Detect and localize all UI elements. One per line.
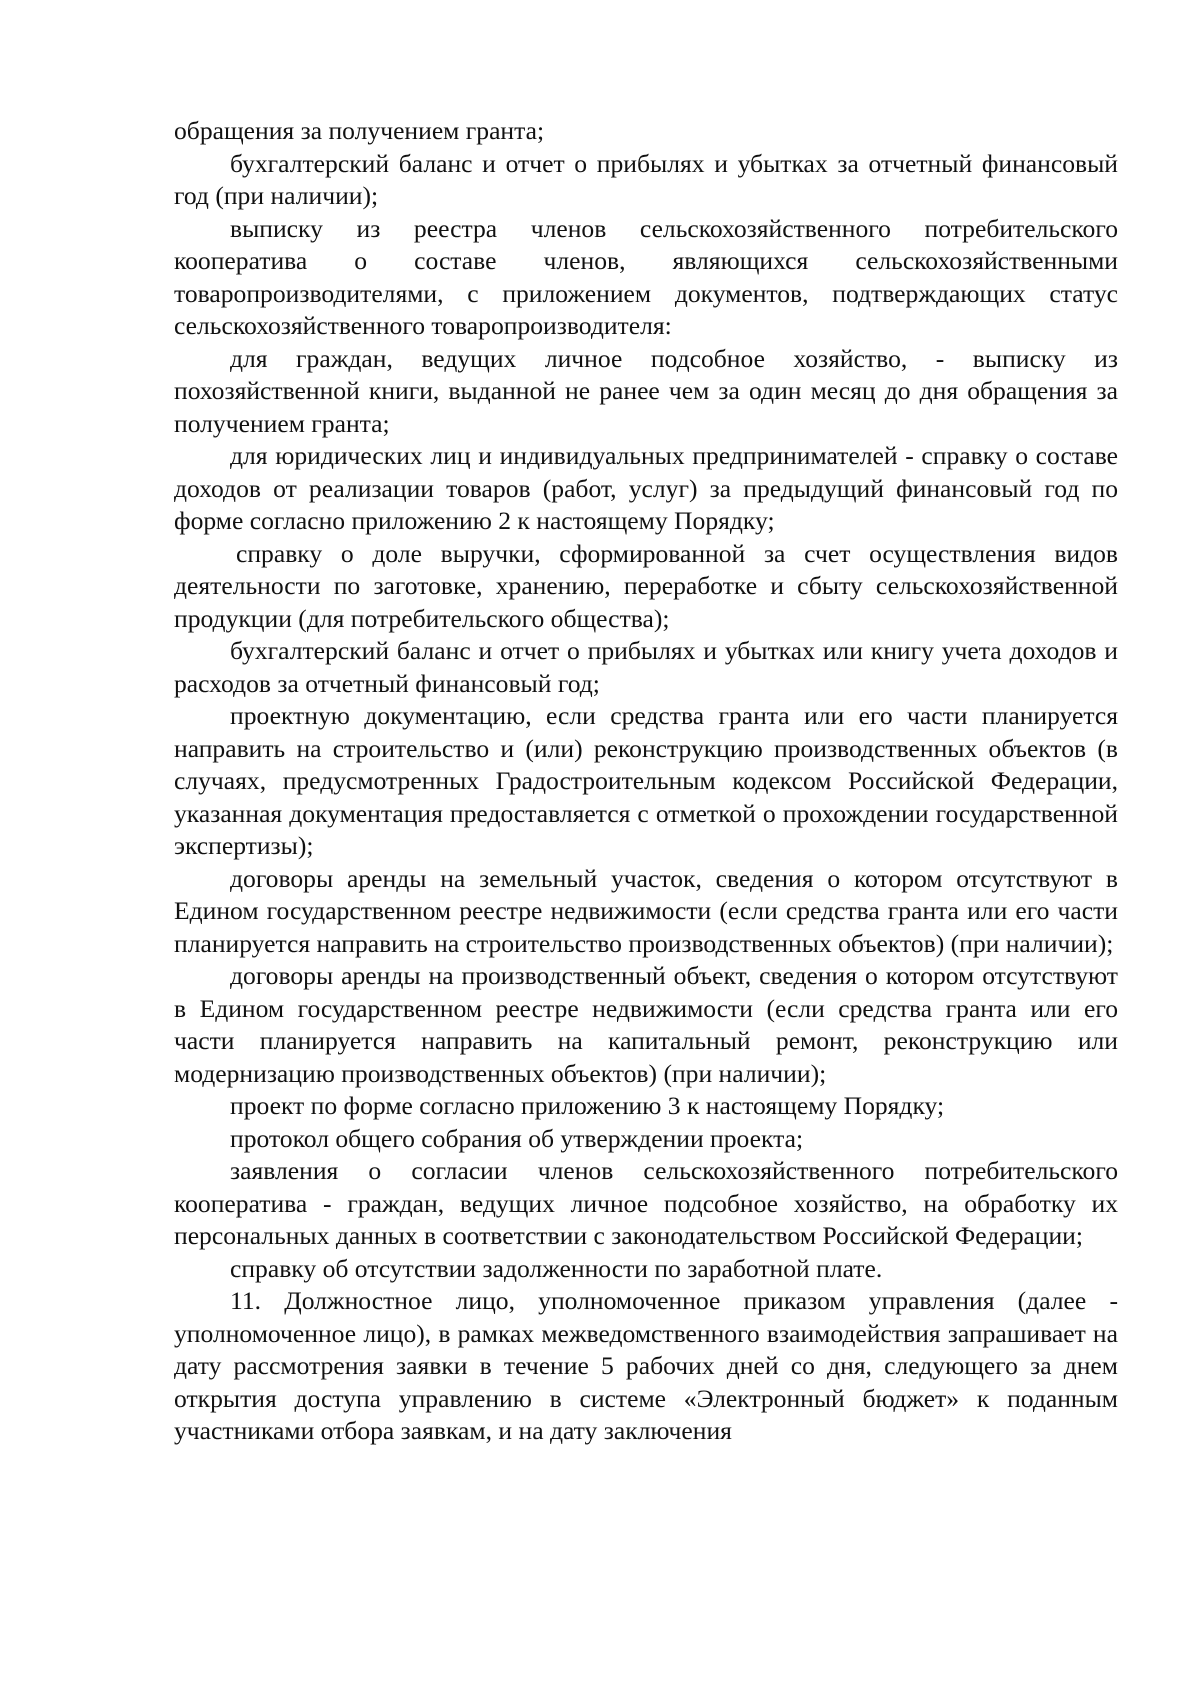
paragraph-consent-statements: заявления о согласии членов сельскохозяйственного потребительского кооператива - граждан, ведущих личное подсобное хозяйство, на обработку их персональных данных в соответствии с законодательством Российской Федерации; [174,1156,1118,1250]
paragraph-balance-sheet: бухгалтерский баланс и отчет о прибылях и убытках за отчетный финансовый год (при наличии); [174,148,1118,210]
paragraph-project-documentation: проектную документацию, если средства гранта или его части планируется направить на строительство и (или) реконструкцию производственных объектов (в случаях, предусмотренных Градостроительным кодексом Российской Федерации, указанная документация предоставляется с отметкой о прохождении государственной экспертизы); [174,701,1118,860]
paragraph-wage-arrears: справку об отсутствии задолженности по заработной плате. [230,1253,883,1283]
paragraph-facility-lease: договоры аренды на производственный объект, сведения о котором отсутствуют в Едином государственном реестре недвижимости (если средства гранта или его части планируется направить на капитальный ремонт, реконструкцию или модернизацию производственных объектов) (при наличии); [174,961,1118,1088]
paragraph-members-register: выписку из реестра членов сельскохозяйственного потребительского кооператива о составе членов, являющихся сельскохозяйственными товаропроизводителями, с приложением документов, подтверждающих статус сельскохозяйственного товаропроизводителя: [174,213,1118,340]
paragraph-meeting-protocol: протокол общего собрания об утверждении проекта; [230,1123,804,1153]
paragraph-project-form: проект по форме согласно приложению 3 к настоящему Порядку; [230,1091,945,1120]
paragraph-accounting-book: бухгалтерский баланс и отчет о прибылях и убытках или книгу учета доходов и расходов за отчетный финансовый год; [174,636,1118,698]
paragraph-household-extract: для граждан, ведущих личное подсобное хозяйство, - выписку из похозяйственной книги, выданной не ранее чем за один месяц до дня обращения за получением гранта; [174,343,1118,438]
paragraph-clause-11: 11. Должностное лицо, уполномоченное приказом управления (далее - уполномоченное лицо), в рамках межведомственного взаимодействия запрашивает на дату рассмотрения заявки в течение 5 рабочих дней со дня, следующего за днем открытия доступа управлению в системе «Электронный бюджет» к поданным участниками отбора заявкам, и на дату заключения [174,1286,1118,1445]
paragraph-land-lease: договоры аренды на земельный участок, сведения о котором отсутствуют в Едином государственном реестре недвижимости (если средства гранта или его части планируется направить на строительство производственных объектов) (при наличии); [174,863,1118,958]
document-body [174,115,1118,1448]
paragraph-continuation: обращения за получением гранта; [174,116,545,145]
paragraph-income-certificate: для юридических лиц и индивидуальных предпринимателей - справку о составе доходов от реализации товаров (работ, услуг) за предыдущий финансовый год по форме согласно приложению 2 к настоящему Порядку; [174,441,1118,535]
paragraph-revenue-share: справку о доле выручки, сформированной за счет осуществления видов деятельности по заготовке, хранению, переработке и сбыту сельскохозяйственной продукции (для потребительского общества); [174,538,1118,633]
